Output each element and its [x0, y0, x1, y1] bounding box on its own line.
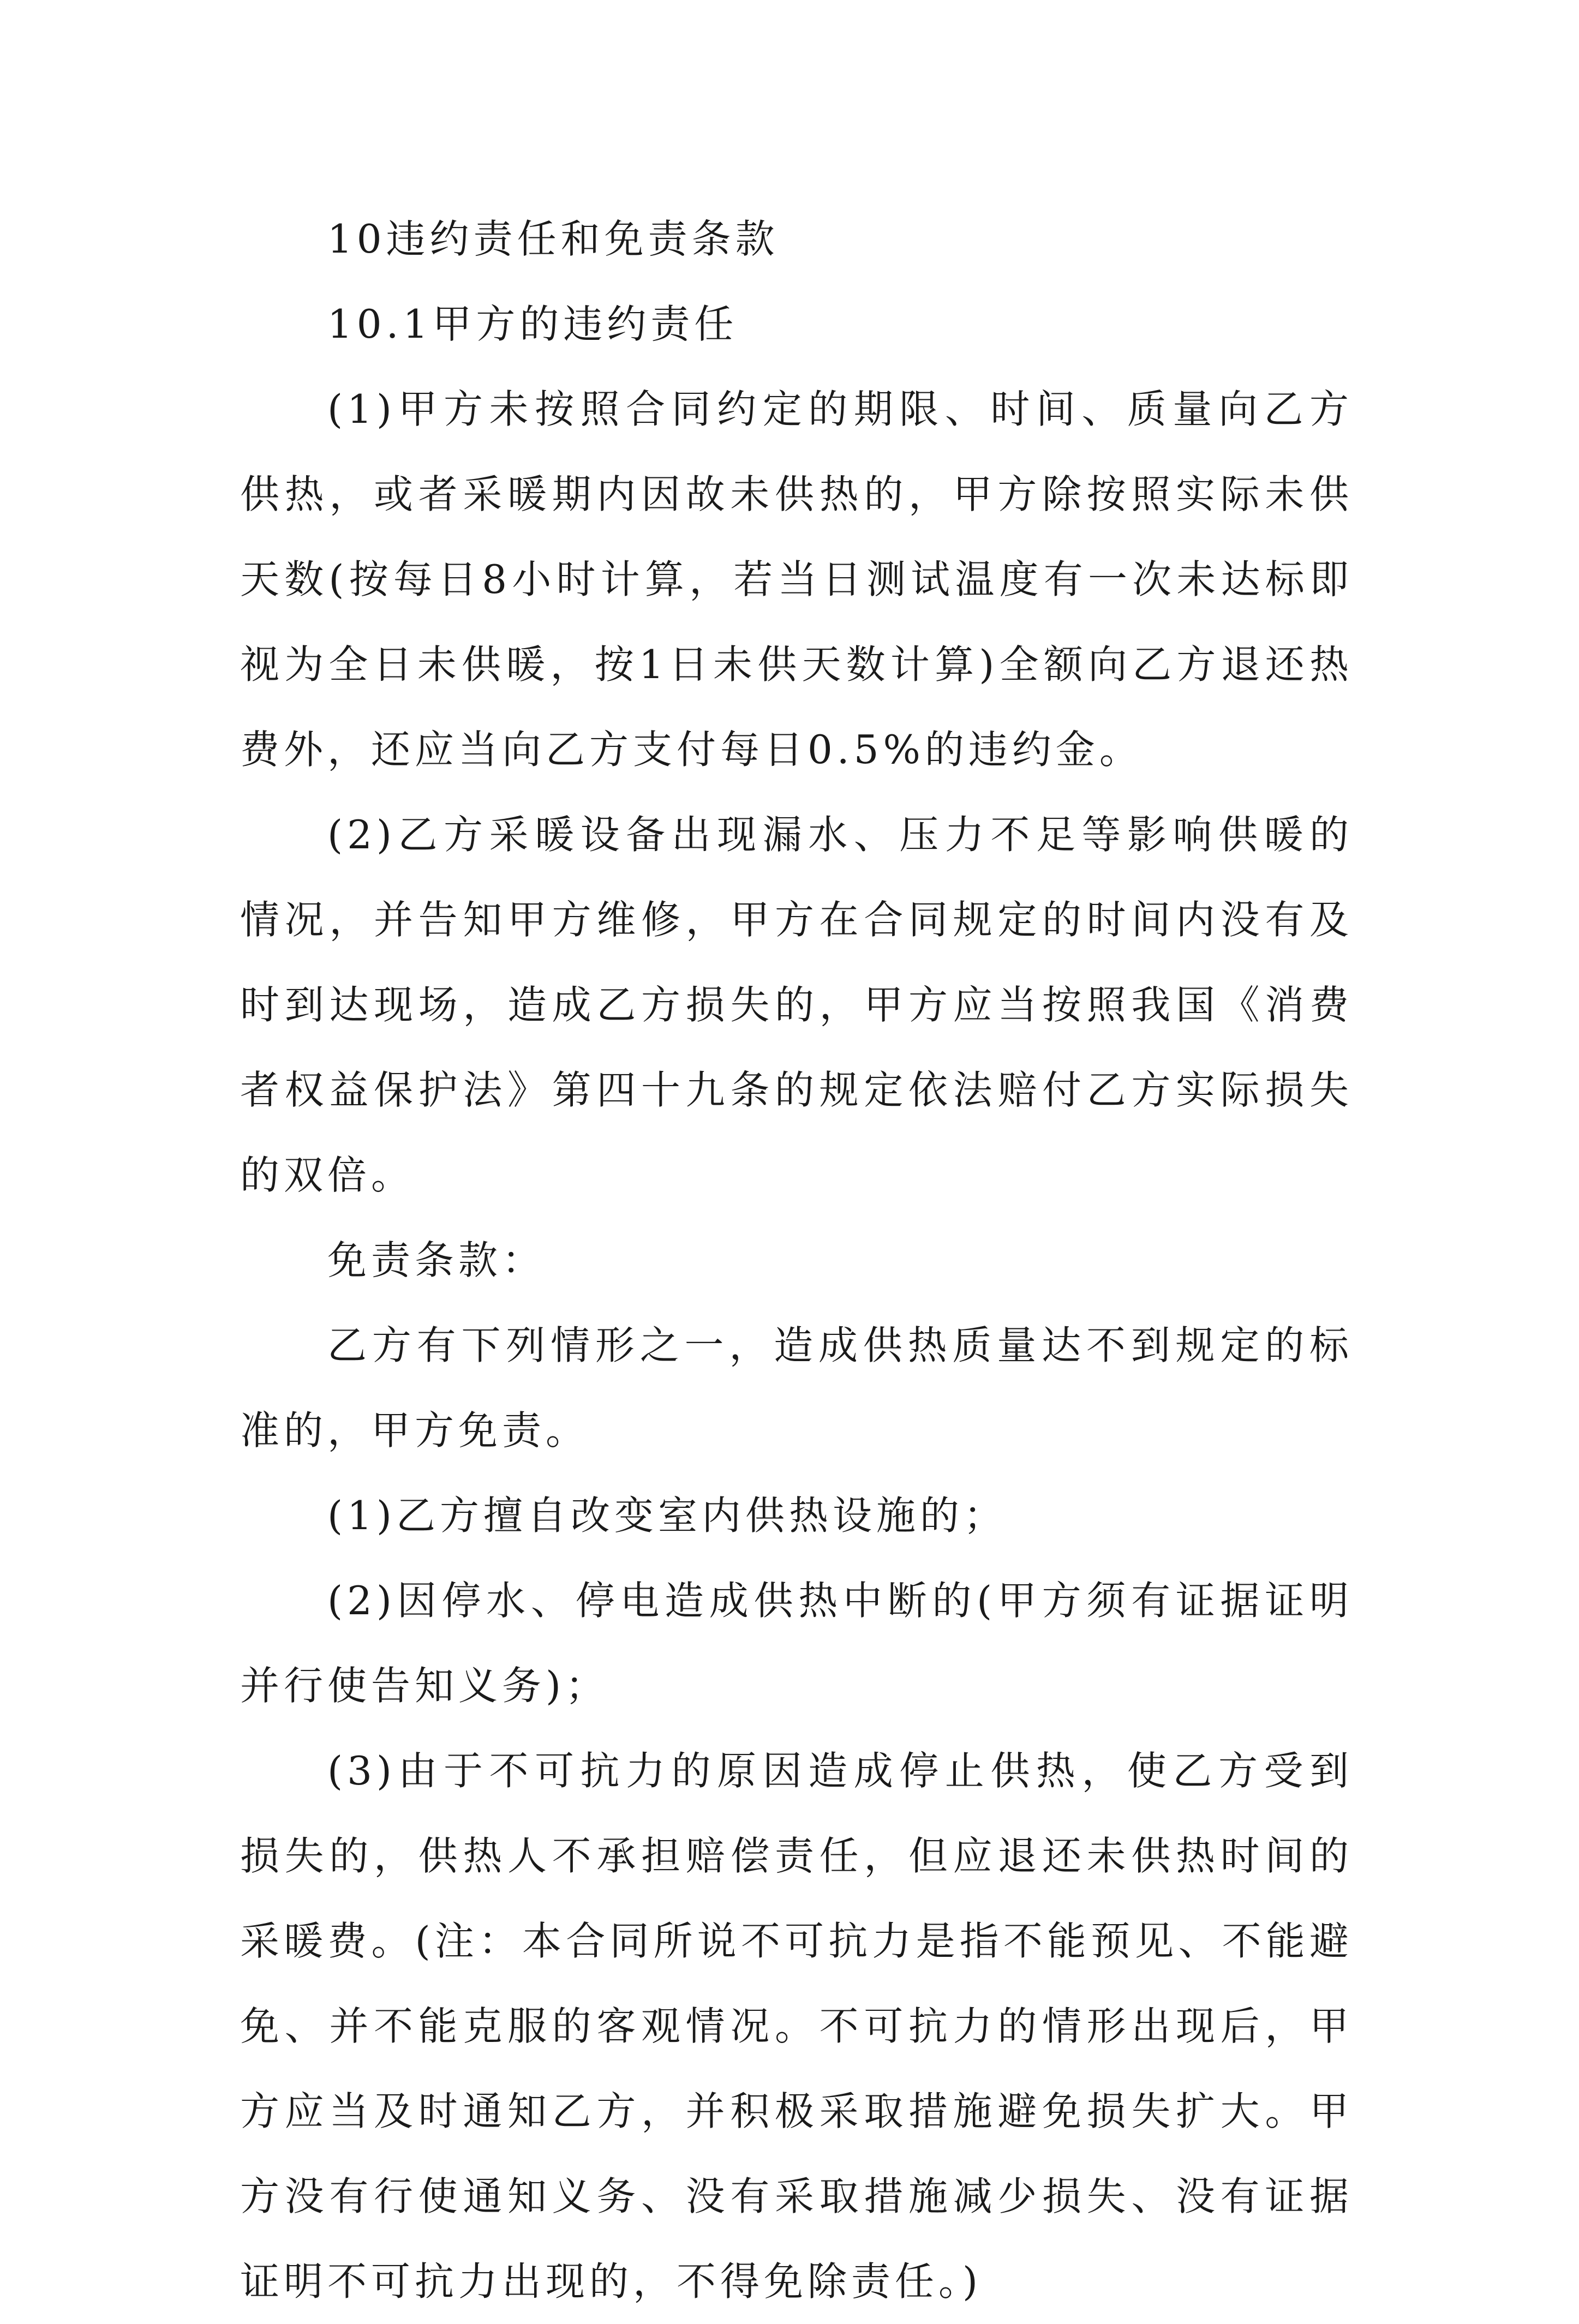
paragraph-2: (2)乙方采暖设备出现漏水、压力不足等影响供暖的情况，并告知甲方维修，甲方在合同规定的时间内没有及时到达现场，造成乙方损失的，甲方应当按照我国《消费者权益保护法》第四十九条的规定依法赔付乙方实际损失的双倍。 — [240, 812, 1353, 1198]
exemption-item-3: (3)由于不可抗力的原因造成停止供热，使乙方受到损失的，供热人不承担赔偿责任，但应退还未供热时间的采暖费。(注：本合同所说不可抗力是指不能预见、不能避免、并不能克服的客观情况。不可抗力的情形出现后，甲方应当及时通知乙方，并积极采取措施避免损失扩大。甲方没有行使通知义务、没有采取措施减少损失、没有证据证明不可抗力出现的，不得免除责任。) — [240, 1748, 1353, 2304]
exemption-intro: 乙方有下列情形之一，造成供热质量达不到规定的标准的，甲方免责。 — [240, 1322, 1353, 1453]
exemption-heading: 免责条款： — [327, 1237, 546, 1283]
document-body — [240, 196, 1353, 2324]
exemption-item-1: (1)乙方擅自改变室内供热设施的； — [327, 1493, 1007, 1538]
section-title: 10违约责任和免责条款 — [327, 216, 779, 262]
subsection-title: 10.1甲方的违约责任 — [327, 301, 738, 347]
paragraph-1: (1)甲方未按照合同约定的期限、时间、质量向乙方供热，或者采暖期内因故未供热的，甲方除按照实际未供天数(按每日8小时计算，若当日测试温度有一次未达标即视为全日未供暖，按1日未供天数计算)全额向乙方退还热费外，还应当向乙方支付每日0.5%的违约金。 — [240, 386, 1353, 772]
exemption-item-2: (2)因停水、停电造成供热中断的(甲方须有证据证明并行使告知义务)； — [240, 1578, 1353, 1709]
